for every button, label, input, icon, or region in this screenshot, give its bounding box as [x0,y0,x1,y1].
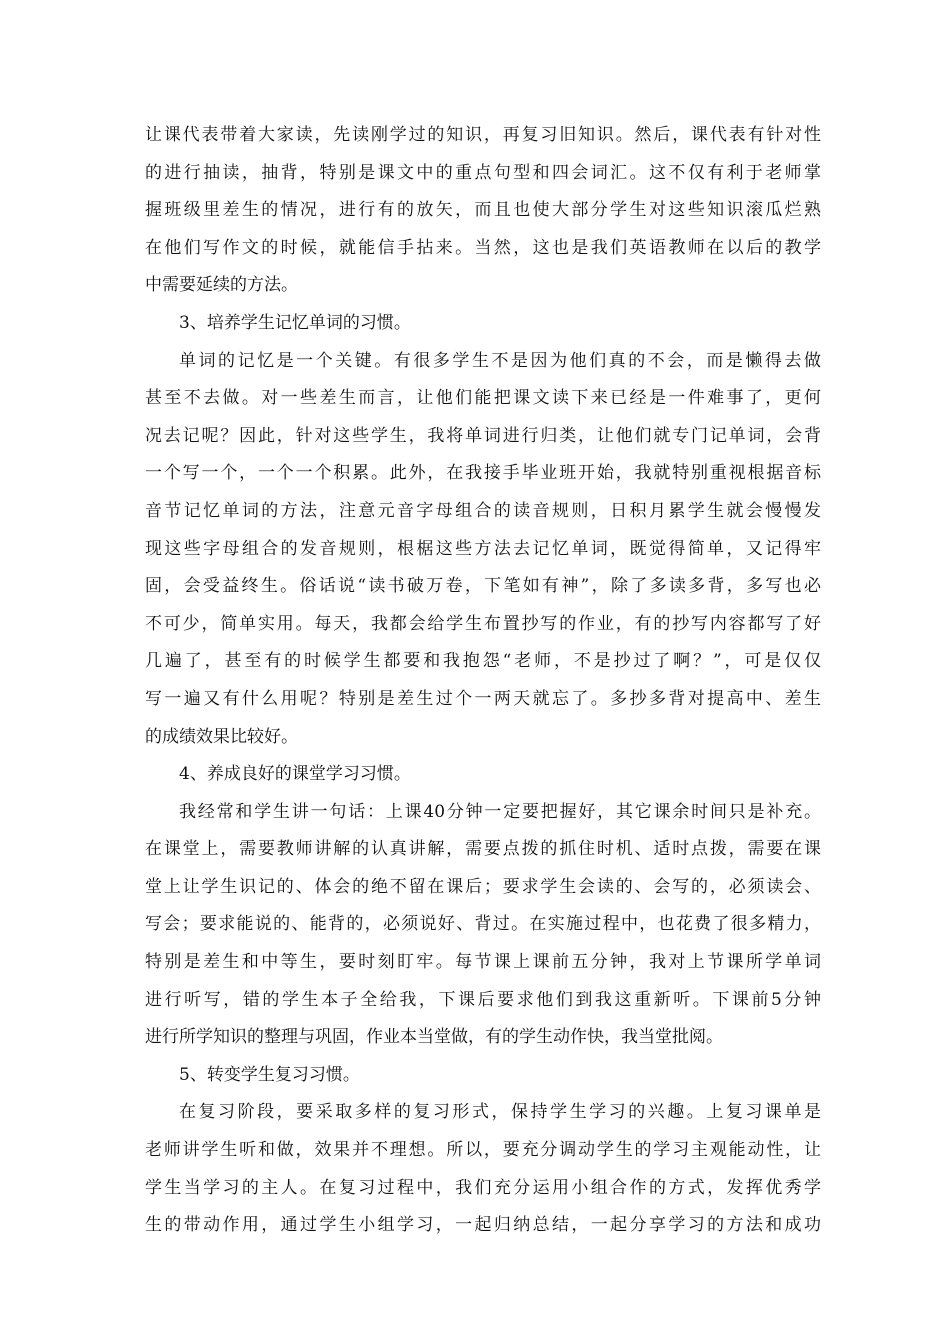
document-body [145,117,821,1245]
text-line: 固，会受益终生。俗话说“读书破万卷，下笔如有神”，除了多读多背，多写也必 [145,576,821,597]
text-line: 进行听写，错的学生本子全给我，下课后要求他们到我这重新听。下课前5分钟 [145,989,821,1010]
text-line: 让课代表带着大家读，先读刚学过的知识，再复习旧知识。然后，课代表有针对性 [145,125,821,145]
text-line: 进行所学知识的整理与巩固，作业本当堂做，有的学生动作快，我当堂批阅。 [145,1027,723,1048]
text-line: 3、培养学生记忆单词的习惯。 [179,312,411,333]
text-line: 老师讲学生听和做，效果并不理想。所以，要充分调动学生的学习主观能动性，让 [145,1140,821,1161]
text-line: 我经常和学生讲一句话：上课40分钟一定要把握好，其它课余时间只是补充。 [179,801,821,822]
text-line: 5、转变学生复习习惯。 [179,1064,360,1085]
text-line: 写一遍又有什么用呢？特别是差生过个一两天就忘了。多抄多背对提高中、差生 [145,688,821,709]
text-line: 的进行抽读，抽背，特别是课文中的重点句型和四会词汇。这不仅有利于老师掌 [145,162,821,183]
text-line: 的成绩效果比较好。 [145,726,298,747]
text-line: 在课堂上，需要教师讲解的认真讲解，需要点拨的抓住时机、适时点拨，需要在课 [145,839,821,860]
text-line: 写会；要求能说的、能背的，必须说好、背过。在实施过程中，也花费了很多精力， [145,914,821,935]
text-line: 甚至不去做。对一些差生而言，让他们能把课文读下来已经是一件难事了，更何 [145,388,821,409]
text-line: 音节记忆单词的方法，注意元音字母组合的读音规则，日积月累学生就会慢慢发 [145,500,821,521]
text-line: 学生当学习的主人。在复习过程中，我们充分运用小组合作的方式，发挥优秀学 [145,1177,821,1198]
text-line: 生的带动作用，通过学生小组学习，一起归纳总结，一起分享学习的方法和成功 [145,1215,821,1236]
text-line: 单词的记忆是一个关键。有很多学生不是因为他们真的不会，而是懒得去做 [179,350,821,371]
text-line: 况去记呢？因此，针对这些学生，我将单词进行归类，让他们就专门记单词，会背 [145,425,821,446]
text-line: 堂上让学生识记的、体会的绝不留在课后；要求学生会读的、会写的，必须读会、 [145,876,821,897]
text-line: 中需要延续的方法。 [145,275,298,296]
text-line: 特别是差生和中等生，要时刻盯牢。每节课上课前五分钟，我对上节课所学单词 [145,952,821,973]
text-line: 握班级里差生的情况，进行有的放矢，而且也使大部分学生对这些知识滚瓜烂熟 [145,200,821,221]
text-line: 在复习阶段，要采取多样的复习形式，保持学生学习的兴趣。上复习课单是 [179,1102,821,1123]
text-line: 不可少，简单实用。每天，我都会给学生布置抄写的作业，有的抄写内容都写了好 [145,613,821,634]
text-line: 现这些字母组合的发音规则，根椐这些方法去记忆单词，既觉得简单，又记得牢 [145,538,821,559]
text-line: 一个写一个，一个一个积累。此外，在我接手毕业班开始，我就特别重视根据音标 [145,463,821,484]
text-line: 在他们写作文的时候，就能信手拈来。当然，这也是我们英语教师在以后的教学 [145,237,821,258]
text-line: 几遍了，甚至有的时候学生都要和我抱怨“老师，不是抄过了啊？”，可是仅仅 [145,651,821,672]
text-line: 4、养成良好的课堂学习习惯。 [179,764,411,785]
